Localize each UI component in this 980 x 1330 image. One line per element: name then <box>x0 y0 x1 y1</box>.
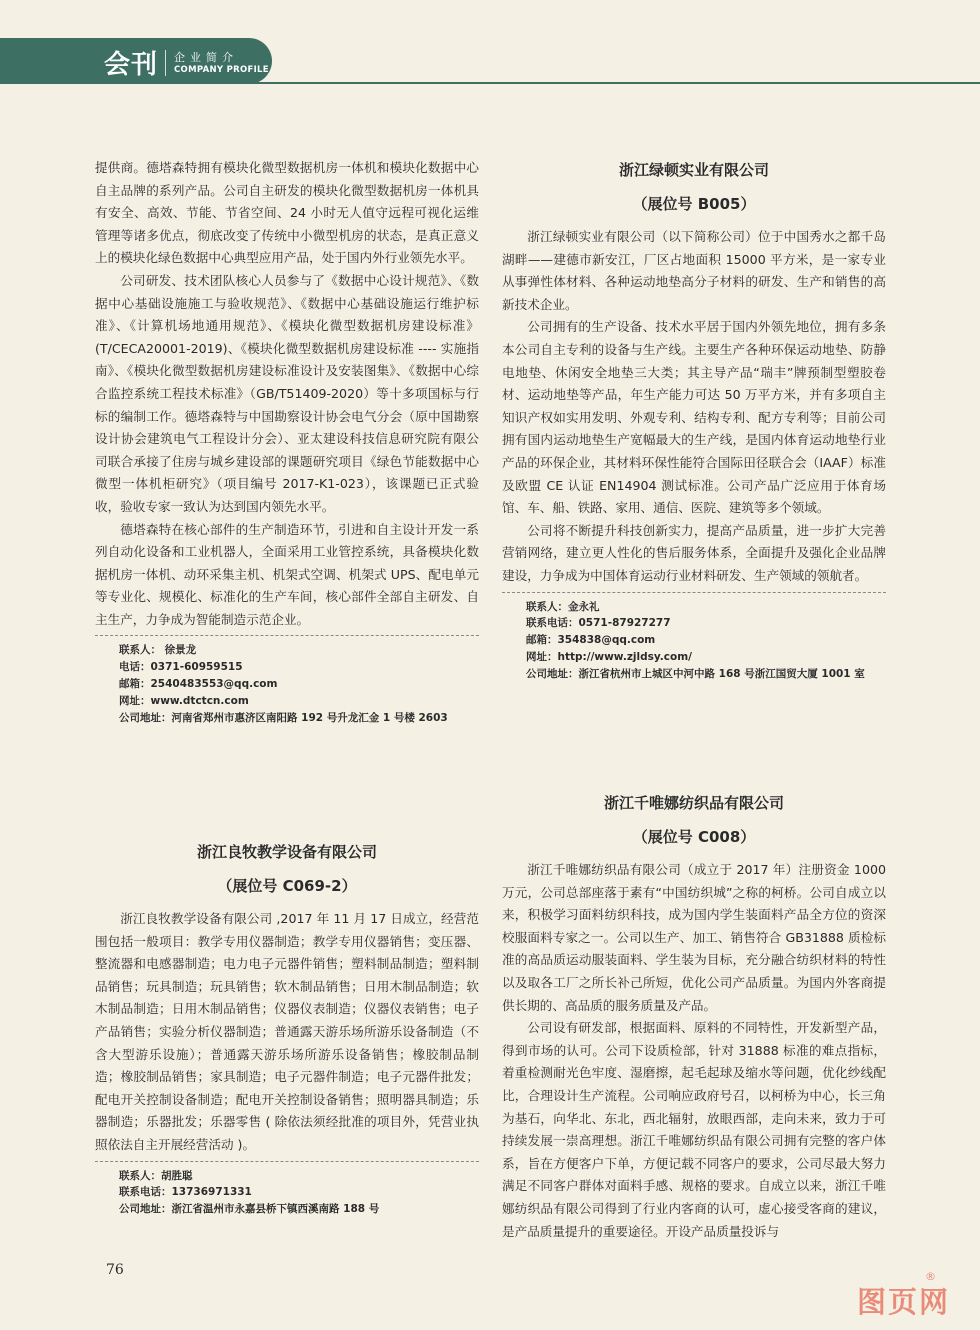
body-paragraph: 公司将不断提升科技创新实力，提高产品质量，进一步扩大完善营销网络，建立更人性化的售后服务体系，全面提升及强化企业品牌建设，力争成为中国体育运动行业材料研发、生产领域的领航者。 <box>502 522 886 583</box>
header-separator <box>165 50 166 76</box>
booth-number: （展位号 C069-2） <box>217 877 357 895</box>
company-title: 浙江绿顿实业有限公司 <box>618 161 769 179</box>
body-paragraph: 公司拥有的生产设备、技术水平居于国内外领先地位，拥有多条本公司自主专利的设备与生产线。主要生产各种环保运动地垫、防静电地垫、休闲安全地垫三大类；其主导产品“瑞丰”牌预制型塑胶卷材、运动地垫等产品，年生产能力可达 50 万平方米，并有多项自主知识产权如实用发明、外观专利、结构专利、配方专利等；目前公司拥有国内运动地垫生产宽幅最大的生产线，是国内体育运动地垫行业产品的环保企业，其材料环保性能符合国际田径联合会（IAAF）标准及欧盟 CE 认证 EN14904 测试标准。公司产品广泛应用于体育场馆、车、船、铁路、家用、通信、医院、建筑等多个领域。 <box>502 319 886 516</box>
contact-block <box>95 1161 479 1218</box>
page-number: 76 <box>106 1262 124 1278</box>
company-title: 浙江千唯娜纺织品有限公司 <box>603 794 784 812</box>
header-rule <box>0 82 980 84</box>
contact-website: 网址：www.dtctcn.com <box>119 694 249 707</box>
body-paragraph: 公司设有研发部，根据面料、原料的不同特性，开发新型产品，得到市场的认可。公司下设质检部，针对 31888 标准的难点指标，着重检测耐光色牢度、湿磨擦，起毛起球及缩水等问题，优化纱线配比，合理设计生产流程。公司响应政府号召，以柯桥为中心，长三角为基石，向华北、东北，西北辐射，放眼西部，走向未来，致力于可持续发展一崇高理想。浙江千唯娜纺织品有限公司拥有完整的客户体系，旨在方便客户下单，方便记载不同客户的要求，公司尽最大努力满足不同客户群体对面料手感、规格的要求。自成立以来，浙江千唯娜纺织品有限公司得到了行业内客商的认可，虚心接受客商的建议，是产品质量提升的重要途径。开设产品质量投诉与 <box>502 1020 886 1239</box>
company-title: 浙江良牧教学设备有限公司 <box>196 843 377 861</box>
company-profile-qianweina <box>502 793 886 1243</box>
body-paragraph: 浙江绿顿实业有限公司（以下简称公司）位于中国秀水之都千岛湖畔——建德市新安江，厂区占地面积 15000 平方米，是一家专业从事弹性体材料、各种运动地垫高分子材料的研发、生产和销售的高新技术企业。 <box>502 229 886 312</box>
contact-person: 联系人：胡胜聪 <box>119 1169 193 1182</box>
body-paragraph: 浙江千唯娜纺织品有限公司（成立于 2017 年）注册资金 1000 万元，公司总部座落于素有“中国纺织城”之称的柯桥。公司自成立以来，积极学习面料纺织科技，成为国内学生装面料产品全方位的资深校服面料专家之一。公司以生产、加工、销售符合 GB31888 质检标准的高品质运动服装面料、学生装为目标，充分融合纺织材料的特性以及取各工厂之所长补己所短，优化公司产品质量。为国内外客商提供长期的、高品质的服务质量及产品。 <box>502 862 886 1013</box>
contact-phone: 联系电话：13736971331 <box>119 1186 252 1199</box>
contact-address: 公司地址：浙江省温州市永嘉县桥下镇西溪南路 188 号 <box>119 1203 380 1216</box>
contact-block <box>95 635 479 726</box>
body-paragraph: 浙江良牧教学设备有限公司 ,2017 年 11 月 17 日成立，经营范围包括一般项目：教学专用仪器制造；教学专用仪器销售；变压器、整流器和电感器制造；电力电子元器件销售；塑料制品制造；塑料制品销售；玩具制造；玩具销售；软木制品销售；日用木制品制造；软木制品制造；日用木制品销售；仪器仪表制造；仪器仪表销售；电子产品销售；实验分析仪器制造；普通露天游乐场所游乐设备制造（不含大型游乐设施）；普通露天游乐场所游乐设备销售；橡胶制品制造；橡胶制品销售；家具制造；电子元器件制造；电子元器件批发；配电开关控制设备制造；配电开关控制设备销售；照明器具制造；乐器制造；乐器批发；乐器零售 ( 除依法须经批准的项目外，凭营业执照依法自主开展经营活动 )。 <box>95 911 479 1152</box>
contact-email: 邮箱：2540483553@qq.com <box>119 678 278 691</box>
contact-block <box>502 592 886 683</box>
booth-number: （展位号 B005） <box>632 195 756 213</box>
watermark-registered-mark: ® <box>925 1270 936 1283</box>
header-title: 会刊 <box>104 50 159 80</box>
contact-website: 网址：http://www.zjldsy.com/ <box>526 650 692 663</box>
booth-number: （展位号 C008） <box>632 828 756 846</box>
contact-address: 公司地址：河南省郑州市惠济区南阳路 192 号升龙汇金 1 号楼 2603 <box>119 711 448 724</box>
body-paragraph: 德塔森特在核心部件的生产制造环节，引进和自主设计开发一系列自动化设备和工业机器人，全面采用工业管控系统，具备模块化数据机房一体机、动环采集主机、机架式空调、机架式 UPS、配电单元等专业化、规模化、标准化的生产车间，核心部件全部自主研发、自主生产，力争成为智能制造示范企业。 <box>95 521 479 627</box>
body-paragraph: 提供商。德塔森特拥有模块化微型数据机房一体机和模块化数据中心自主品牌的系列产品。公司自主研发的模块化微型数据机房一体机具有安全、高效、节能、节省空间、24 小时无人值守远程可视化运维管理等诸多优点，彻底改变了传统中小微型机房的状态，是真正意义上的模块化绿色数据中心典型应用产品，处于国内外行业领先水平。 <box>95 160 479 266</box>
contact-person: 联系人：金永礼 <box>526 600 600 613</box>
header-subtitle-en: COMPANY PROFILE <box>174 65 269 75</box>
company-profile-liangmu <box>95 842 479 1218</box>
header-subtitle-cn: 企业简介 <box>174 51 238 64</box>
body-paragraph: 公司研发、技术团队核心人员参与了《数据中心设计规范》、《数据中心基础设施施工与验收规范》、《数据中心基础设施运行维护标准》、《计算机场地通用规范》、《模块化微型数据机房建设标准》(T/CECA20001-2019)、《模块化微型数据机房建设标准 ---- 实施指南》、《模块化微型数据机房建设标准设计及安装图集》、《数据中心综合监控系统工程技术标准》（GB/T51409-2020）等十多项国标与行标的编制工作。德塔森特与中国勘察设计协会电气分会（原中国勘察设计协会建筑电气工程设计分会）、亚太建设科技信息研究院有限公司联合承接了住房与城乡建设部的课题研究项目《绿色节能数据中心微型一体机柜研究》（项目编号 2017-K1-023），该课题已正式验收，验收专家一致认为达到国内领先水平。 <box>95 272 479 514</box>
contact-phone: 电话：0371-60959515 <box>119 661 243 674</box>
company-profile-lvdun <box>502 160 886 682</box>
watermark-logo: 图页网 <box>857 1285 951 1319</box>
company-profile-detasen <box>95 157 479 726</box>
contact-person: 联系人： 徐景龙 <box>119 644 197 657</box>
contact-address: 公司地址：浙江省杭州市上城区中河中路 168 号浙江国贸大厦 1001 室 <box>526 667 865 680</box>
contact-phone: 联系电话：0571-87927277 <box>526 617 671 630</box>
contact-email: 邮箱：354838@qq.com <box>526 634 656 647</box>
